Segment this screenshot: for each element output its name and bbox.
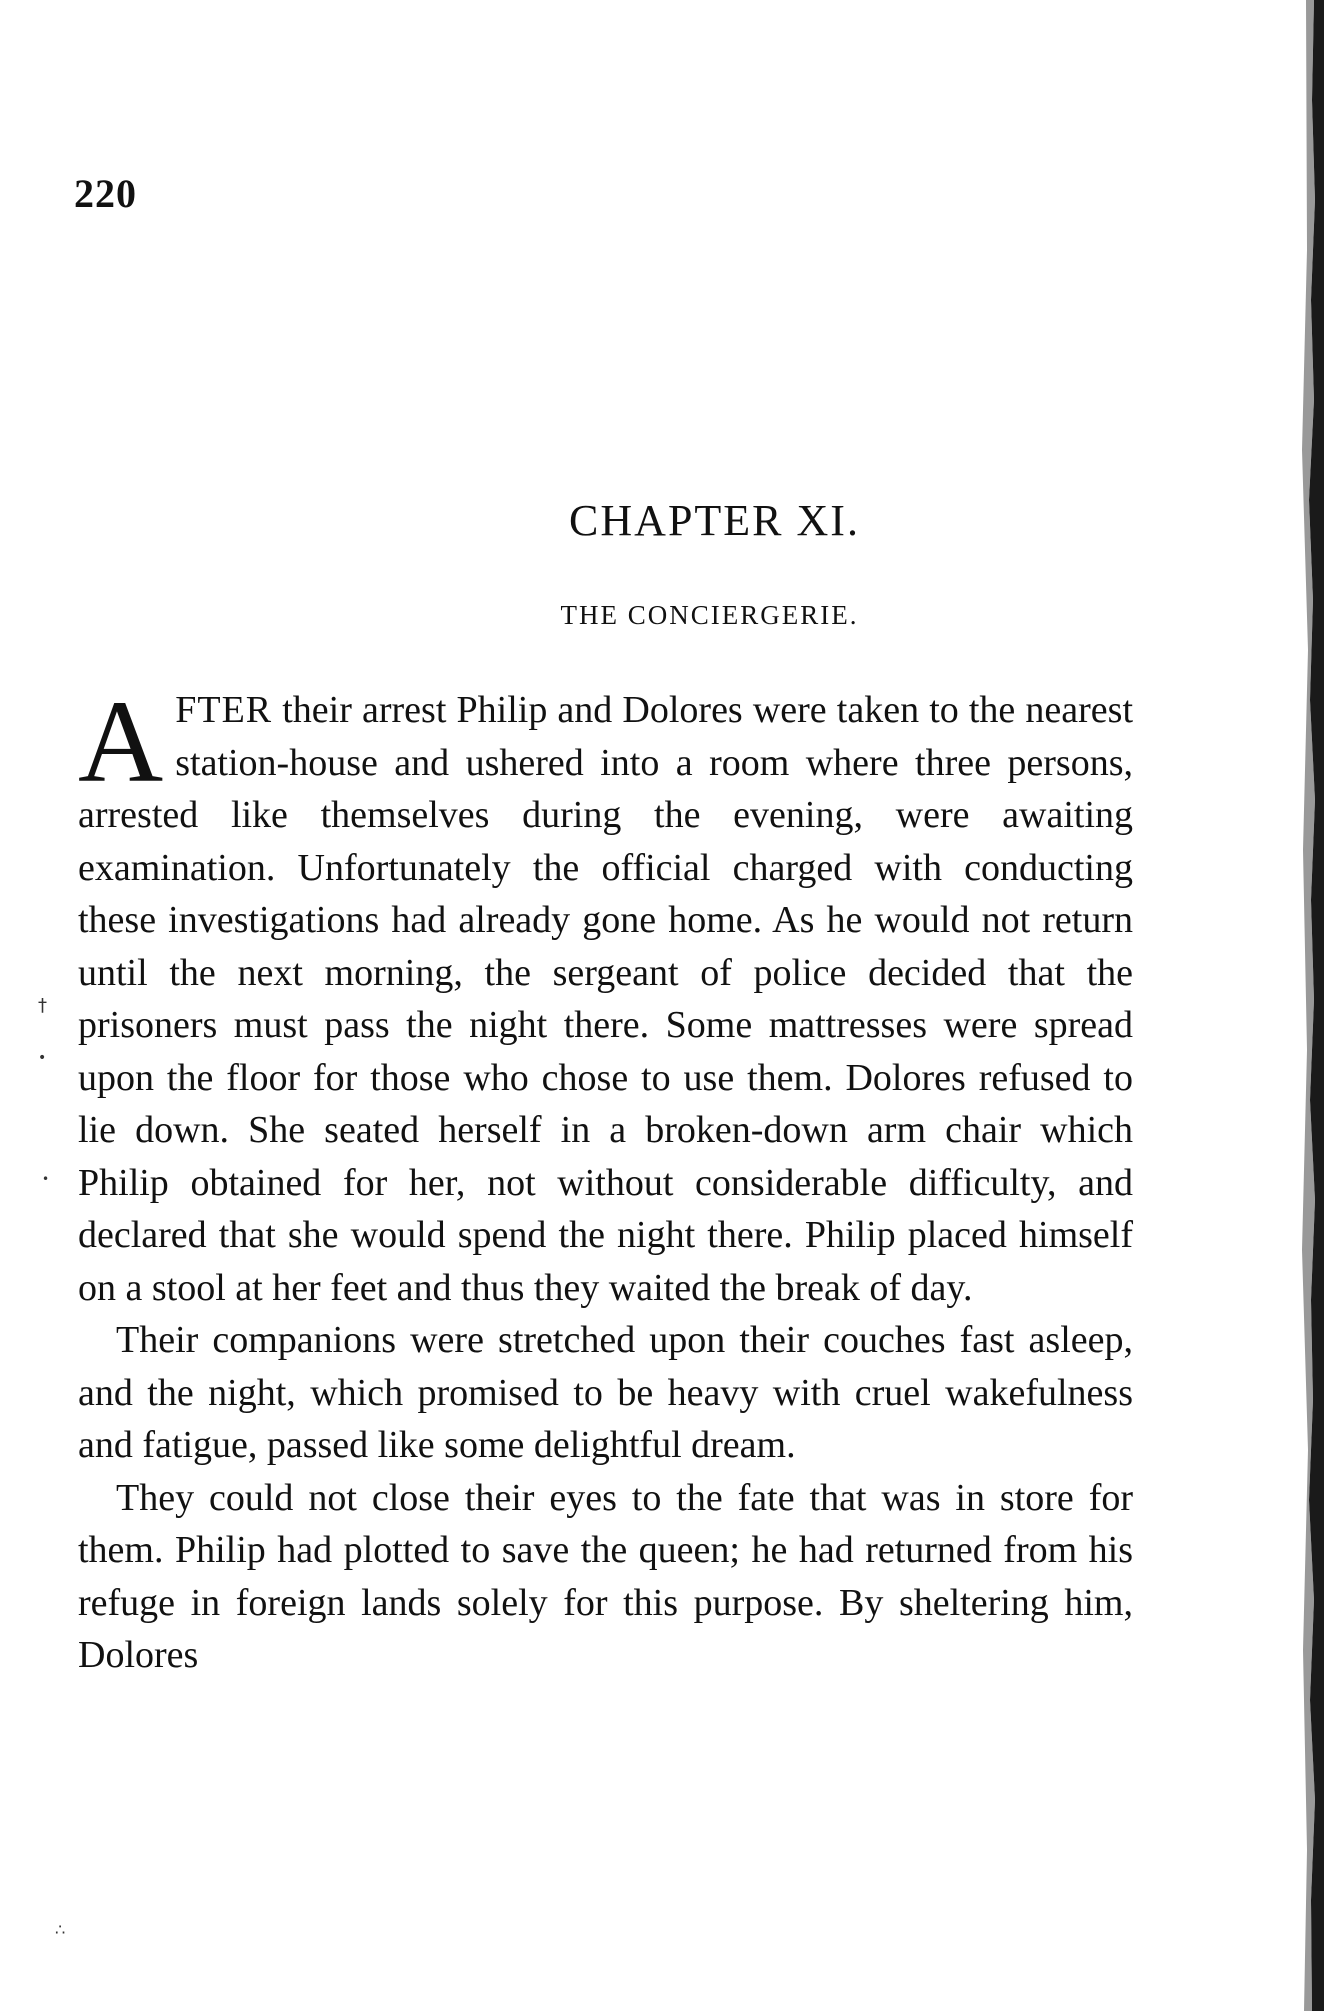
paragraph-3: They could not close their eyes to the fate that was in store for them. Philip had plotted to save the queen; he had returned from his refuge in foreign lands solely for this purpose. By sheltering him, Dolores (78, 1476, 1133, 1676)
paragraph-2: Their companions were stretched upon their couches fast asleep, and the night, which promised to be heavy with cruel wakefulness and fatigue, passed like some delightful dream. (78, 1319, 1133, 1466)
scan-edge-shadow (1284, 0, 1324, 2011)
margin-speck: • (38, 1050, 47, 1066)
paragraph-1 (78, 676, 1134, 1314)
chapter-subtitle: THE CONCIERGERIE. (560, 600, 859, 630)
margin-speck: ∴ (55, 1920, 66, 1939)
margin-speck: • (42, 1172, 50, 1186)
margin-speck: † (38, 995, 47, 1016)
paragraph-text: their arrest Philip and Dolores were taken to the nearest station-house and ushered into a room where three persons, arrested like themselves during the evening, were awaiting examination. Unfortunately the official charged with conducting these investigations had already gone home. As he would not return until the next morning, the sergeant of police decided that the prisoners must pass the night there. Some mattresses were spread upon the floor for those who chose to use them. Dolores refused to lie down. She seated herself in a broken-down arm chair which Philip obtained for her, not without considerable difficulty, and declared that she would spend the night there. Philip placed himself on a stool at her feet and thus they waited the break of day. (78, 689, 1134, 1309)
chapter-title: CHAPTER XI. (569, 496, 860, 545)
page-number: 220 (74, 171, 137, 216)
drop-cap: A (78, 676, 164, 807)
body-text (78, 676, 1134, 1682)
paragraph-opening: FTER (175, 689, 273, 731)
